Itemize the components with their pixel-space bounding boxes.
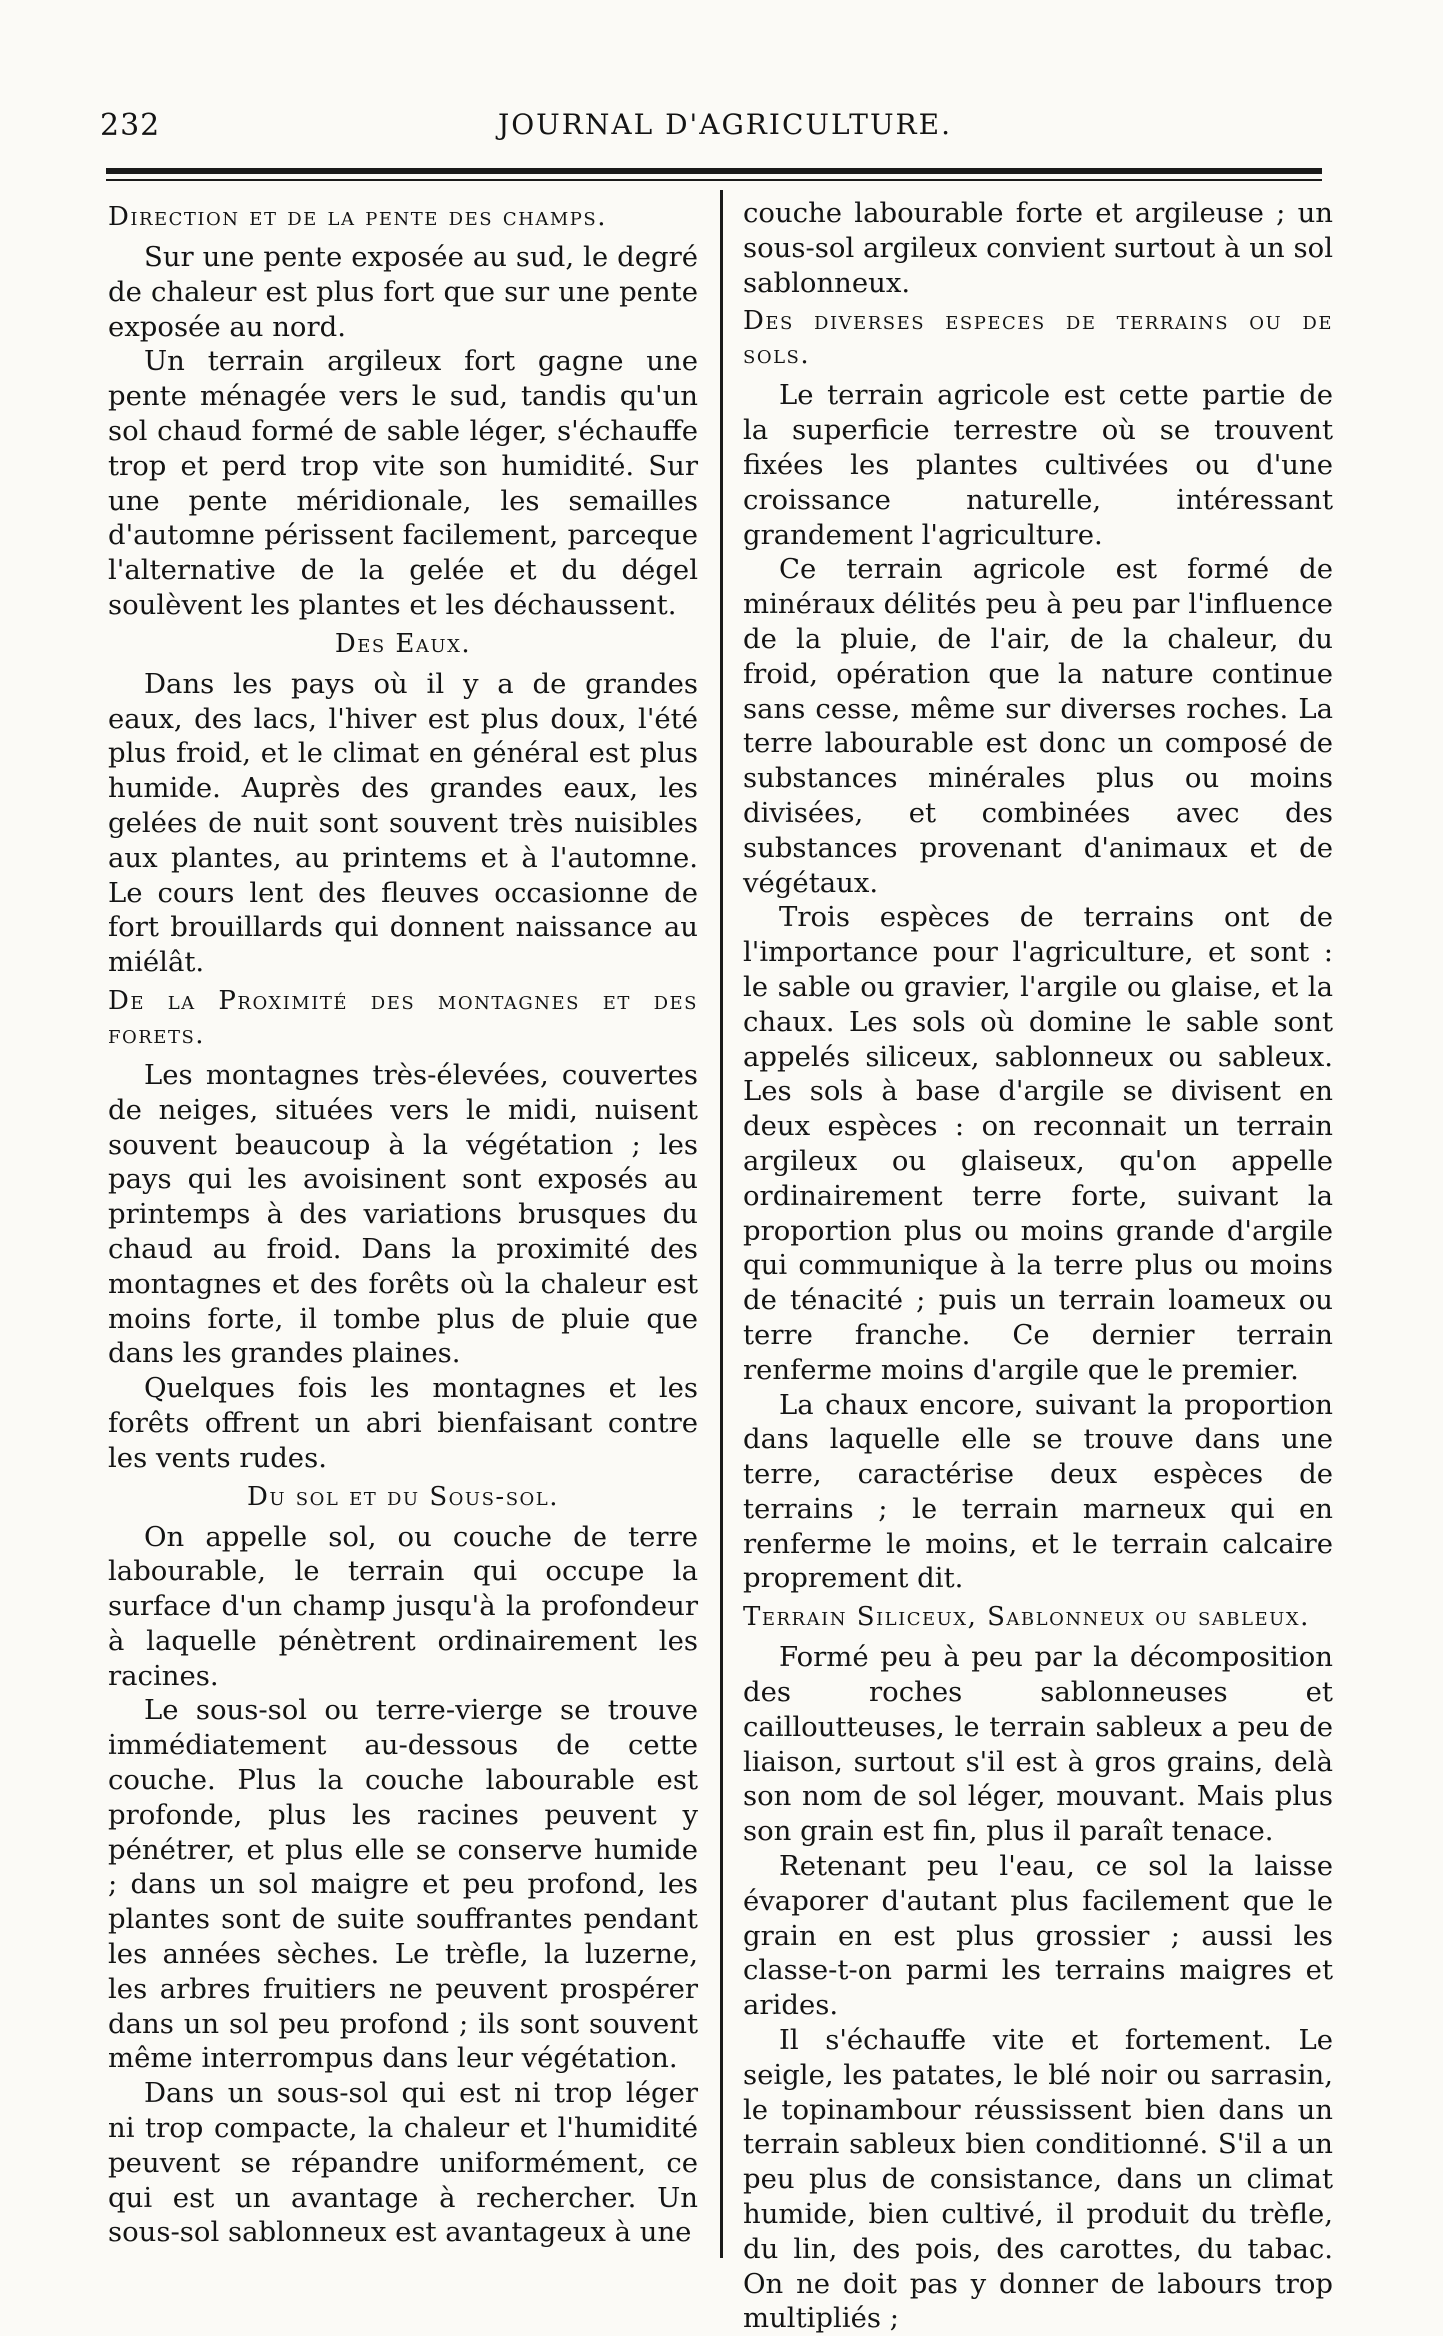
page-header <box>100 108 1340 152</box>
paragraph: Dans les pays où il y a de grandes eaux, des lacs, l'hiver est plus doux, l'été plus froid, et le climat en général est plus humide. Auprès des grandes eaux, les gelées de nuit sont souvent très nuisibles aux plantes, au printems et à l'automne. Le cours lent des fleuves occasionne de fort brouillards qui donnent naissance au miélât. <box>108 667 698 979</box>
paragraph: Un terrain argileux fort gagne une pente ménagée vers le sud, tandis qu'un sol chaud formé de sable léger, s'échauffe trop et perd trop vite son humidité. Sur une pente méridionale, les semailles d'automne périssent facilement, parceque l'alternative de la gelée et du dégel soulèvent les plantes et les déchaussent. <box>108 345 698 621</box>
section-heading: Direction et de la pente des champs. <box>108 202 607 232</box>
paragraph: Les montagnes très-élevées, couvertes de neiges, situées vers le midi, nuisent souvent beaucoup à la végétation ; les pays qui les avoisinent sont exposés au printemps à des variations brusques du chaud au froid. Dans la proximité des montagnes et des forêts où la chaleur est moins forte, il tombe plus de pluie que dans les grandes plaines. <box>108 1058 698 1370</box>
running-title: JOURNAL D'AGRICULTURE. <box>498 108 952 141</box>
paragraph: Quelques fois les montagnes et les forêts offrent un abri bienfaisant contre les vents rudes. <box>108 1372 698 1474</box>
left-column <box>108 196 698 2250</box>
paragraph: Dans un sous-sol qui est ni trop léger ni trop compacte, la chaleur et l'humidité peuvent se répandre uniformément, ce qui est un avantage à rechercher. Un sous-sol sablonneux est avantageux à une <box>108 2077 698 2249</box>
paragraph: La chaux encore, suivant la proportion dans laquelle elle se trouve dans une terre, caractérise deux espèces de terrains ; le terrain marneux qui en renferme le moins, et le terrain calcaire proprement dit. <box>743 1388 1333 1595</box>
header-rule-thin <box>106 179 1322 181</box>
section-heading: Des Eaux. <box>334 628 472 659</box>
paragraph: On appelle sol, ou couche de terre labourable, le terrain qui occupe la surface d'un champ jusqu'à la profondeur à laquelle pénètrent ordinairement les racines. <box>108 1520 698 1692</box>
paragraph: Retenant peu l'eau, ce sol la laisse évaporer d'autant plus facilement que le grain en est plus grossier ; aussi les classe-t-on parmi les terrains maigres et arides. <box>743 1850 1333 2022</box>
section-heading: De la Proximité des montagnes et des forets. <box>108 985 698 1050</box>
section-heading: Terrain Siliceux, Sablonneux ou sableux. <box>743 1602 1310 1633</box>
column-divider <box>720 190 723 2258</box>
paragraph: couche labourable forte et argileuse ; un sous-sol argileux convient surtout à un sol sablonneux. <box>743 197 1333 299</box>
paragraph: Trois espèces de terrains ont de l'importance pour l'agriculture, et sont : le sable ou gravier, l'argile ou glaise, et la chaux. Les sols où domine le sable sont appelés siliceux, sablonneux ou sableux. Les sols à base d'argile se divisent en deux espèces : on reconnait un terrain argileux ou glaiseux, qu'on appelle ordinairement terre forte, suivant la proportion plus ou moins grande d'argile qui communique à la terre plus ou moins de ténacité ; puis un terrain loameux ou terre franche. Ce dernier terrain renferme moins d'argile que le premier. <box>743 901 1333 1386</box>
paragraph: Le terrain agricole est cette partie de la superficie terrestre où se trouvent fixées les plantes cultivées ou d'une croissance naturelle, intéressant grandement l'agriculture. <box>743 379 1333 551</box>
header-rule-thick <box>106 168 1322 174</box>
paragraph: Sur une pente exposée au sud, le degré de chaleur est plus fort que sur une pente exposée au nord. <box>108 241 698 343</box>
paragraph: Il s'échauffe vite et fortement. Le seigle, les patates, le blé noir ou sarrasin, le topinambour réussissent bien dans un terrain sableux bien conditionné. S'il a un peu plus de consistance, dans un climat humide, bien cultivé, il produit du trèfle, du lin, des pois, des carottes, du tabac. On ne doit pas y donner de labours trop multipliés ; <box>743 2024 1333 2335</box>
page-number: 232 <box>100 108 161 143</box>
right-column <box>743 196 1333 2336</box>
section-heading: Du sol et du Sous-sol. <box>246 1481 560 1512</box>
paragraph: Ce terrain agricole est formé de minéraux délités peu à peu par l'influence de la pluie, de l'air, de la chaleur, du froid, opération que la nature continue sans cesse, même sur diverses roches. La terre labourable est donc un composé de substances minérales plus ou moins divisées, et combinées avec des substances provenant d'animaux et de végétaux. <box>743 553 1333 899</box>
section-heading: Des diverses especes de terrains ou de sols. <box>743 306 1333 371</box>
paragraph: Formé peu à peu par la décomposition des roches sablonneuses et cailloutteuses, le terrain sableux a peu de liaison, surtout s'il est à gros grains, delà son nom de sol léger, mouvant. Mais plus son grain est fin, plus il paraît tenace. <box>743 1641 1333 1848</box>
paragraph: Le sous-sol ou terre-vierge se trouve immédiatement au-dessous de cette couche. Plus la couche labourable est profonde, plus les racines peuvent y pénétrer, et plus elle se conserve humide ; dans un sol maigre et peu profond, les plantes sont de suite souffrantes pendant les années sèches. Le trèfle, la luzerne, les arbres fruitiers ne peuvent prospérer dans un sol peu profond ; ils sont souvent même interrompus dans leur végétation. <box>108 1694 698 2075</box>
